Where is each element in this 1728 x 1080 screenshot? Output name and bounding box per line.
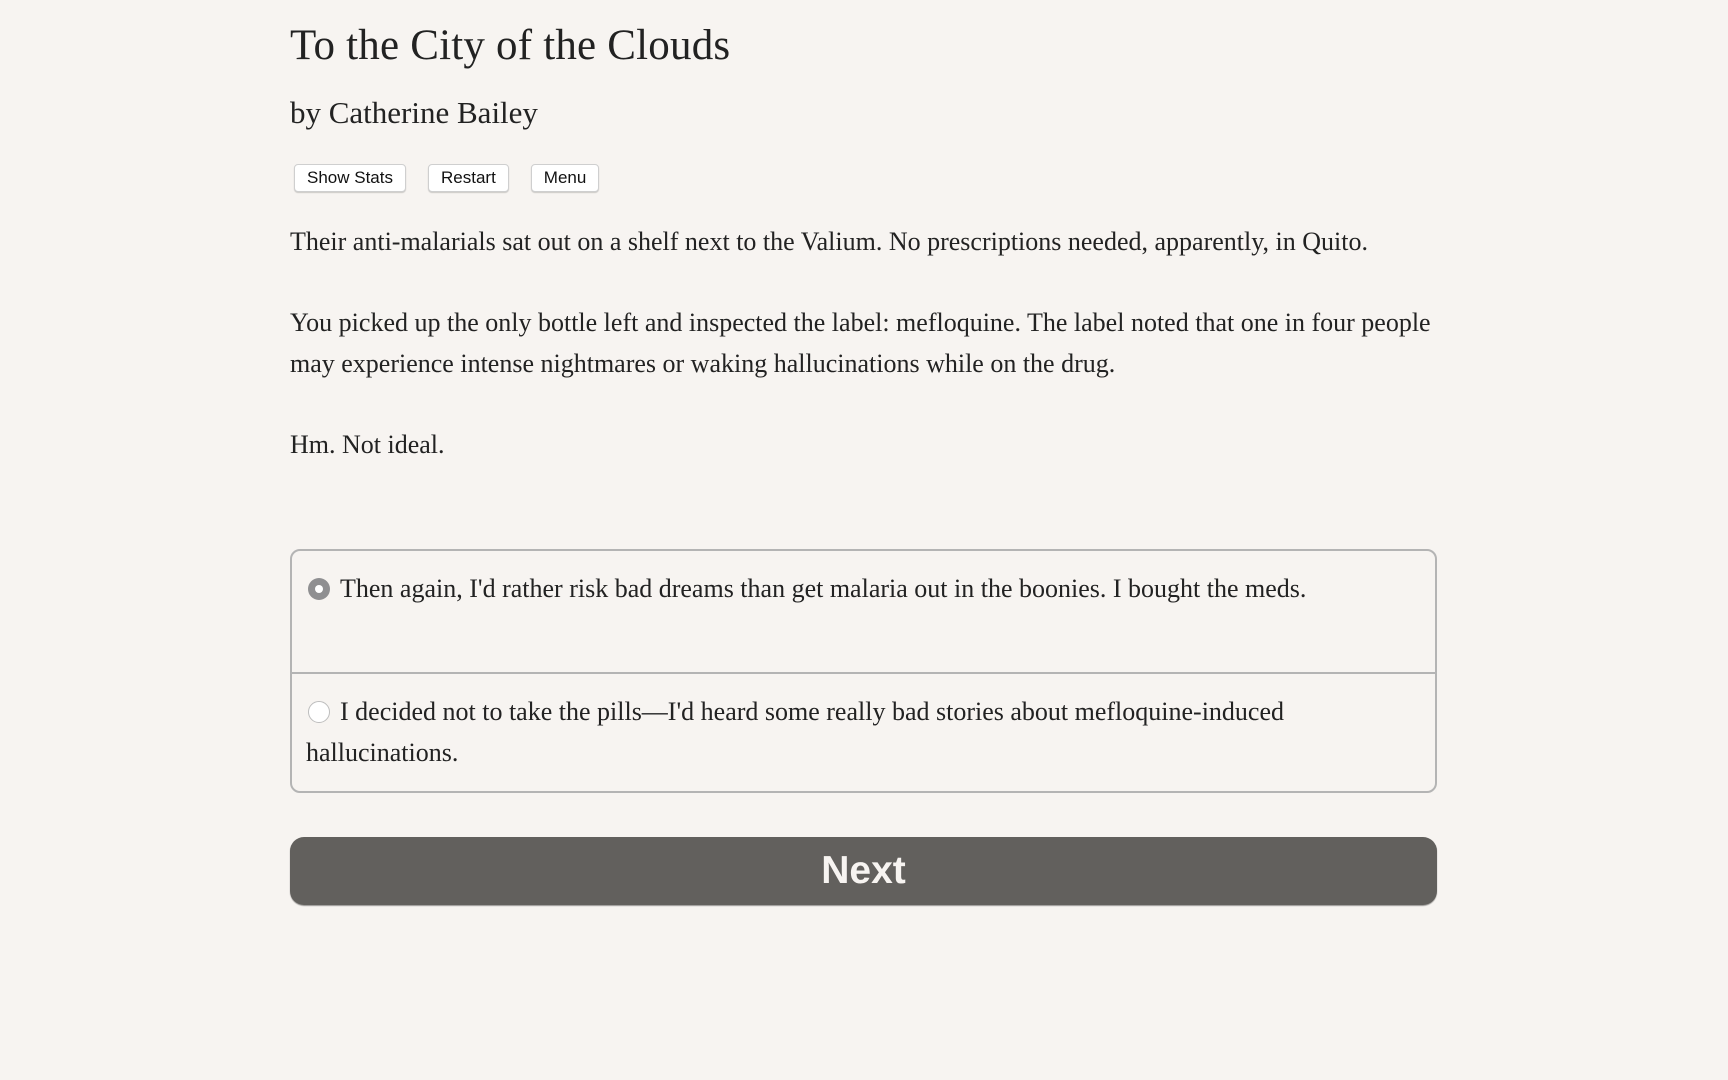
story-paragraph: Hm. Not ideal.: [290, 429, 445, 459]
choice-list: [290, 549, 1437, 793]
menu-button[interactable]: Menu: [531, 164, 600, 192]
story-paragraph: Their anti-malarials sat out on a shelf next to the Valium. No prescriptions needed, apparently, in Quito.: [290, 227, 1368, 256]
radio-selected-icon[interactable]: [308, 578, 330, 600]
show-stats-button[interactable]: Show Stats: [294, 164, 406, 192]
game-title: To the City of the Clouds: [290, 22, 731, 69]
choice-label: Then again, I'd rather risk bad dreams than get malaria out in the boonies. I bought the meds.: [340, 574, 1307, 603]
radio-unselected-icon[interactable]: [308, 701, 330, 723]
choice-option-skip-pills[interactable]: [292, 672, 1435, 793]
restart-button[interactable]: Restart: [428, 164, 509, 192]
story-paragraph: You picked up the only bottle left and inspected the label: mefloquine. The label noted that one in four people may experience intense nightmares or waking hallucinations while on the drug.: [290, 308, 1431, 378]
next-button[interactable]: Next: [290, 837, 1437, 905]
story-text: [290, 222, 1437, 506]
choice-option-buy-meds[interactable]: [292, 551, 1435, 672]
toolbar: [294, 164, 599, 192]
choice-label: I decided not to take the pills—I'd heard some really bad stories about mefloquine-induced hallucinations.: [306, 697, 1285, 767]
game-author: by Catherine Bailey: [290, 95, 538, 130]
